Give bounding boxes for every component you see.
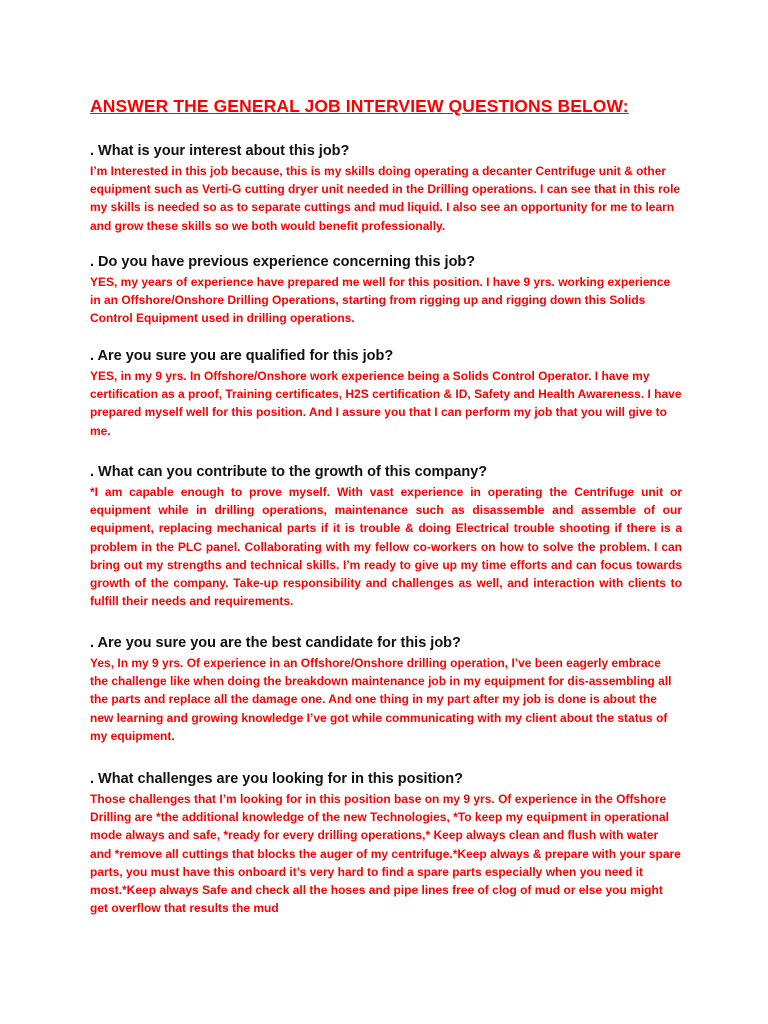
qa-item-contribution: [90, 462, 682, 610]
qa-item-experience: [90, 252, 682, 328]
answer-text: Yes, In my 9 yrs. Of experience in an Offshore/Onshore drilling operation, I’ve been eagerly embrace the challenge like when doing the breakdown maintenance job in my equipment for dis-assembling all the parts and replace all the damage one. And one thing in my part after my job is done is about the new learning and growing knowledge I’ve got while communicating with my client about the status of my equipment.: [90, 656, 672, 743]
question-text: . What can you contribute to the growth of this company?: [90, 464, 488, 480]
question-text: . Do you have previous experience concerning this job?: [90, 254, 476, 270]
document-title: ANSWER THE GENERAL JOB INTERVIEW QUESTIONS BELOW:: [90, 96, 629, 116]
answer-text: YES, my years of experience have prepared me well for this position. I have 9 yrs. working experience in an Offshore/Onshore Drilling Operations, starting from rigging up and rigging down this Solids Control Equipment used in drilling operations.: [90, 275, 671, 326]
qa-item-best-candidate: [90, 633, 682, 745]
answer-text: Those challenges that I’m looking for in this position base on my 9 yrs. Of experience in the Offshore Drilling are *the additional knowledge of the new Technologies, *To keep my equipment in operational mode always and safe, *ready for every drilling operations,* Keep always clean and flush with water and *remove all cuttings that blocks the auger of my centrifuge.*Keep always & prepare with your spare parts, you must have this onboard it’s very hard to find a spare parts especially when you need it most.*Keep always Safe and check all the hoses and pipe lines free of clog of mud or else you might get overflow that results the mud: [90, 792, 681, 916]
qa-item-challenges: [90, 769, 682, 917]
qa-item-interest: [90, 141, 682, 235]
question-text: . What challenges are you looking for in this position?: [90, 771, 463, 787]
answer-text: *I am capable enough to prove myself. With vast experience in operating the Centrifuge unit or equipment while in drilling operations, maintenance such as disassemble and assemble of our equipment, replacing mechanical parts if it is trouble & doing Electrical trouble shooting if there is a problem in the PLC panel. Collaborating with my fellow co-workers on how to solve the problem. I can bring out my strengths and technical skills. I’m ready to give up my time efforts and can focus towards growth of the company. Take-up responsibility and challenges as well, and interaction with clients to fulfill their needs and requirements.: [90, 485, 682, 609]
answer-text: YES, in my 9 yrs. In Offshore/Onshore work experience being a Solids Control Operator. I have my certification as a proof, Training certificates, H2S certification & ID, Safety and Health Awareness. I have prepared myself well for this position. And I assure you that I can perform my job that you will give to me.: [90, 369, 682, 438]
question-text: . Are you sure you are qualified for this job?: [90, 348, 394, 364]
answer-text: I’m Interested in this job because, this is my skills doing operating a decanter Centrifuge unit & other equipment such as Verti-G cutting dryer unit needed in the Drilling operations. I can see that in this role my skills is needed so as to separate cuttings and mud liquid. I also see an opportunity for me to learn and grow these skills so we both would benefit professionally.: [90, 164, 681, 233]
question-text: . What is your interest about this job?: [90, 143, 350, 159]
question-text: . Are you sure you are the best candidate for this job?: [90, 635, 461, 651]
qa-item-qualified: [90, 346, 682, 440]
